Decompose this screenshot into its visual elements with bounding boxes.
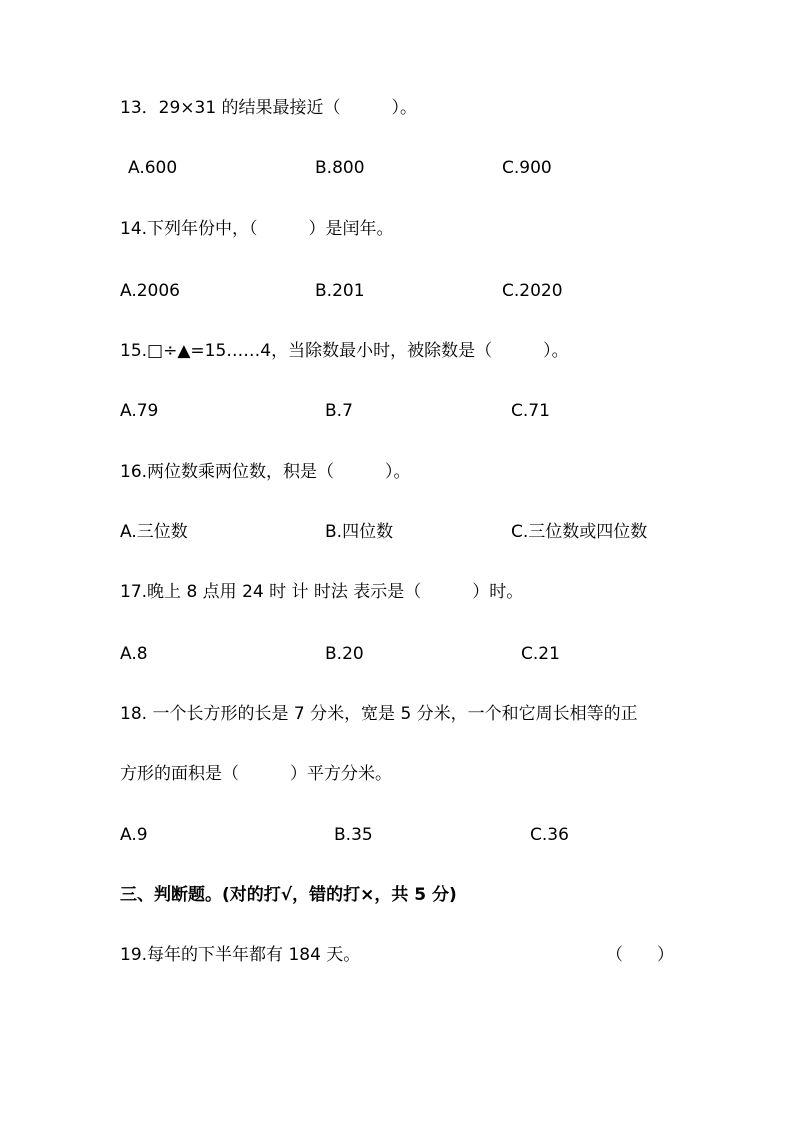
question-16-option-a: A.三位数 [120,522,188,542]
question-13-option-c: C.900 [502,158,552,178]
question-14-option-a: A.2006 [120,281,180,301]
question-18-option-b: B.35 [334,825,373,845]
question-18-option-c: C.36 [530,825,569,845]
question-16-text: 16.两位数乘两位数，积是（ ）。 [120,462,411,482]
question-15-option-b: B.7 [325,401,353,421]
question-18-text-line1: 18. 一个长方形的长是 7 分米，宽是 5 分米，一个和它周长相等的正 [120,704,638,724]
question-16-option-c: C.三位数或四位数 [511,522,648,542]
question-15-text: 15.□÷▲=15……4，当除数最小时，被除数是（ ）。 [120,341,569,361]
section-3-title: 三、判断题。(对的打√，错的打×，共 5 分) [120,885,457,905]
question-17-option-c: C.21 [521,644,560,664]
question-17-text: 17.晚上 8 点用 24 时 计 时法 表示是（ ）时。 [120,582,524,602]
question-19-text: 19.每年的下半年都有 184 天。 [120,945,361,965]
question-13-option-b: B.800 [315,158,365,178]
question-19-answer-paren: （ ） [606,945,674,965]
question-18-text-line2: 方形的面积是（ ）平方分米。 [120,764,392,784]
question-13-option-a: A.600 [128,158,178,178]
question-14-option-c: C.2020 [502,281,563,301]
question-16-option-b: B.四位数 [325,522,394,542]
question-13-text: 13．29×31 的结果最接近（ ）。 [120,98,418,118]
question-14-option-b: B.201 [315,281,365,301]
question-17-option-a: A.8 [120,644,148,664]
question-14-text: 14.下列年份中，（ ）是闰年。 [120,219,394,239]
question-15-option-c: C.71 [511,401,550,421]
question-18-option-a: A.9 [120,825,148,845]
question-17-option-b: B.20 [325,644,364,664]
question-15-option-a: A.79 [120,401,159,421]
